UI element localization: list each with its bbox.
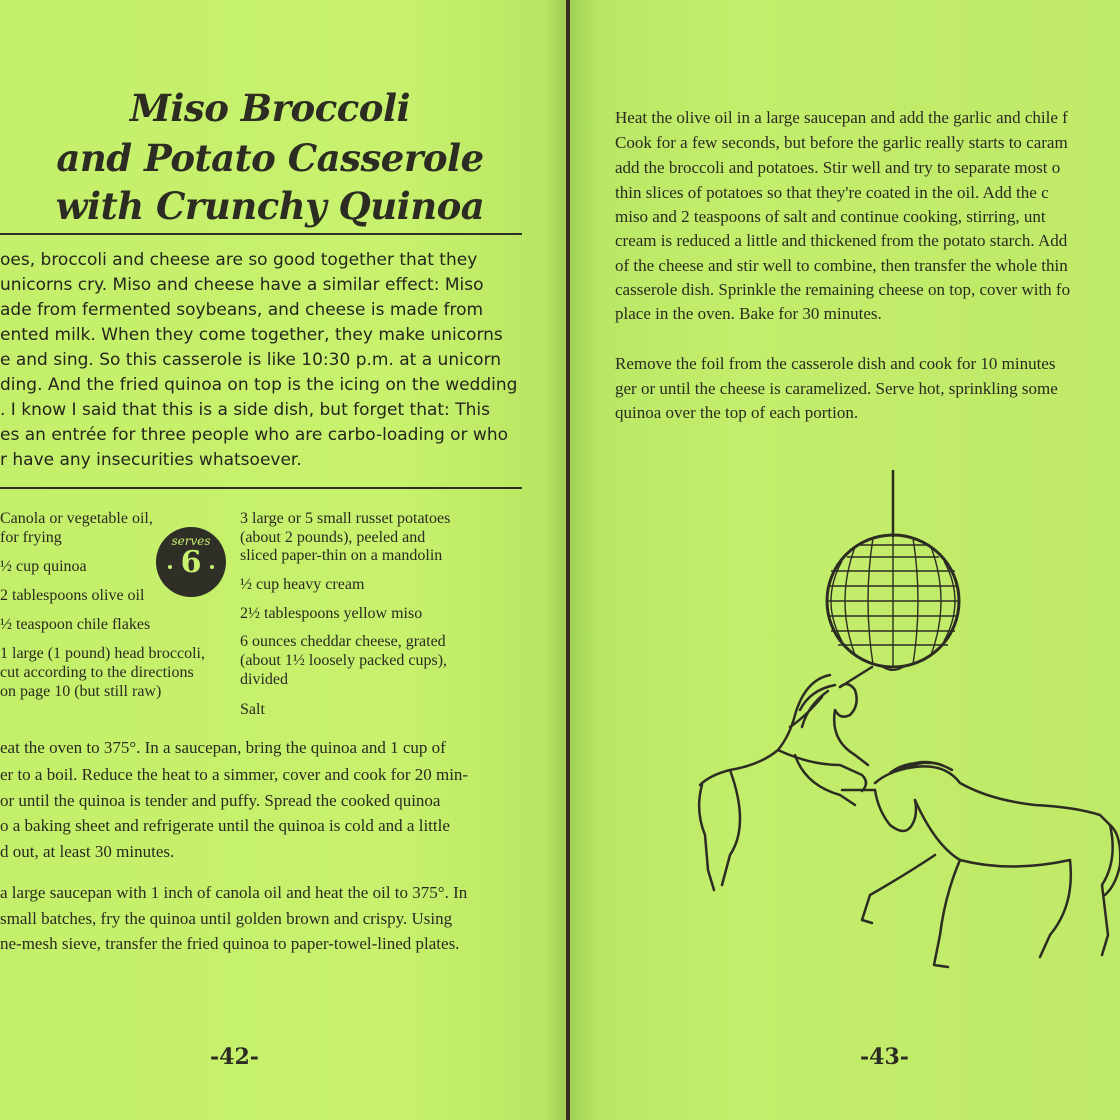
unicorn-disco-illustration [690, 465, 1120, 985]
ingredients-divider [0, 487, 522, 489]
method-line: thin slices of potatoes so that they're coated in the oil. Add the c [615, 183, 1049, 202]
method-line: place in the oven. Bake for 30 minutes. [615, 304, 882, 323]
badge-dot [210, 565, 214, 569]
method-line: of the cheese and stir well to combine, then transfer the whole thin [615, 256, 1068, 275]
standing-unicorn-icon [842, 762, 1120, 967]
intro-line: . I know I said that this is a side dish, but forget that: This [0, 400, 490, 420]
method-line: o a baking sheet and refrigerate until the quinoa is cold and a little [0, 816, 450, 835]
ingredient-line: ½ teaspoon chile flakes [0, 616, 151, 633]
ingredient-line: (about 2 pounds), peeled and [240, 529, 426, 546]
intro-line: ding. And the fried quinoa on top is the icing on the wedding [0, 375, 518, 395]
page-number-right: -43- [860, 1044, 909, 1070]
ingredient-line: (about 1½ loosely packed cups), [240, 652, 448, 669]
serves-number: 6 [180, 545, 202, 580]
ingredient-line: Salt [240, 701, 265, 718]
method-line: ne-mesh sieve, transfer the fried quinoa to paper-towel-lined plates. [0, 934, 460, 953]
disco-ball-icon [827, 470, 959, 670]
method-line: small batches, fry the quinoa until golden brown and crispy. Using [0, 909, 453, 928]
ingredient-line: 1 large (1 pound) head broccoli, [0, 645, 205, 662]
ingredient-line: 6 ounces cheddar cheese, grated [240, 633, 446, 650]
intro-line: oes, broccoli and cheese are so good together that they [0, 250, 478, 270]
ingredient-line: 2 tablespoons olive oil [0, 587, 145, 604]
method-line: add the broccoli and potatoes. Stir well and try to separate most o [615, 158, 1061, 177]
ingredient-line: ½ cup heavy cream [240, 576, 365, 593]
intro-line: es an entrée for three people who are carbo-loading or who [0, 425, 509, 445]
ingredient-line: divided [240, 671, 288, 688]
method-line: er to a boil. Reduce the heat to a simmer, cover and cook for 20 min- [0, 765, 469, 784]
ingredient-line: ½ cup quinoa [0, 558, 87, 575]
ingredient-line: cut according to the directions [0, 664, 194, 681]
ingredient-line: Canola or vegetable oil, [0, 510, 153, 527]
badge-dot [168, 565, 172, 569]
recipe-title-line-1: Miso Broccoli [129, 86, 411, 130]
intro-line: r have any insecurities whatsoever. [0, 450, 302, 470]
ingredient-line: sliced paper-thin on a mandolin [240, 547, 443, 564]
method-line: Remove the foil from the casserole dish and cook for 10 minutes [615, 354, 1056, 373]
right-page [570, 0, 1120, 1120]
method-line: casserole dish. Sprinkle the remaining cheese on top, cover with fo [615, 280, 1071, 299]
ingredient-line: for frying [0, 529, 62, 546]
method-line: eat the oven to 375°. In a saucepan, bring the quinoa and 1 cup of [0, 738, 446, 757]
serves-badge [156, 527, 226, 597]
ingredient-line: on page 10 (but still raw) [0, 683, 162, 700]
intro-line: ade from fermented soybeans, and cheese is made from [0, 300, 484, 320]
rearing-unicorn-icon [699, 667, 872, 890]
page-number-left: -42- [210, 1044, 259, 1070]
method-line: miso and 2 teaspoons of salt and continue cooking, stirring, unt [615, 207, 1046, 226]
method-line: Heat the olive oil in a large saucepan and add the garlic and chile f [615, 108, 1068, 127]
recipe-title-line-2: and Potato Casserole [56, 136, 484, 180]
recipe-title-line-3: with Crunchy Quinoa [55, 184, 485, 228]
intro-line: ented milk. When they come together, they make unicorns [0, 325, 503, 345]
ingredient-line: 3 large or 5 small russet potatoes [240, 510, 451, 527]
intro-line: unicorns cry. Miso and cheese have a similar effect: Miso [0, 275, 484, 295]
method-line: ger or until the cheese is caramelized. Serve hot, sprinkling some [615, 379, 1058, 398]
method-line: cream is reduced a little and thickened from the potato starch. Add [615, 231, 1068, 250]
method-line: Cook for a few seconds, but before the garlic really starts to caram [615, 133, 1068, 152]
method-line: or until the quinoa is tender and puffy. Spread the cooked quinoa [0, 791, 441, 810]
method-line: d out, at least 30 minutes. [0, 842, 175, 861]
serves-label: serves [171, 534, 211, 548]
method-line: a large saucepan with 1 inch of canola oil and heat the oil to 375°. In [0, 883, 468, 902]
method-line: quinoa over the top of each portion. [615, 403, 859, 422]
title-divider [0, 233, 522, 235]
ingredient-line: 2½ tablespoons yellow miso [240, 605, 423, 622]
intro-line: e and sing. So this casserole is like 10:30 p.m. at a unicorn [0, 350, 502, 370]
